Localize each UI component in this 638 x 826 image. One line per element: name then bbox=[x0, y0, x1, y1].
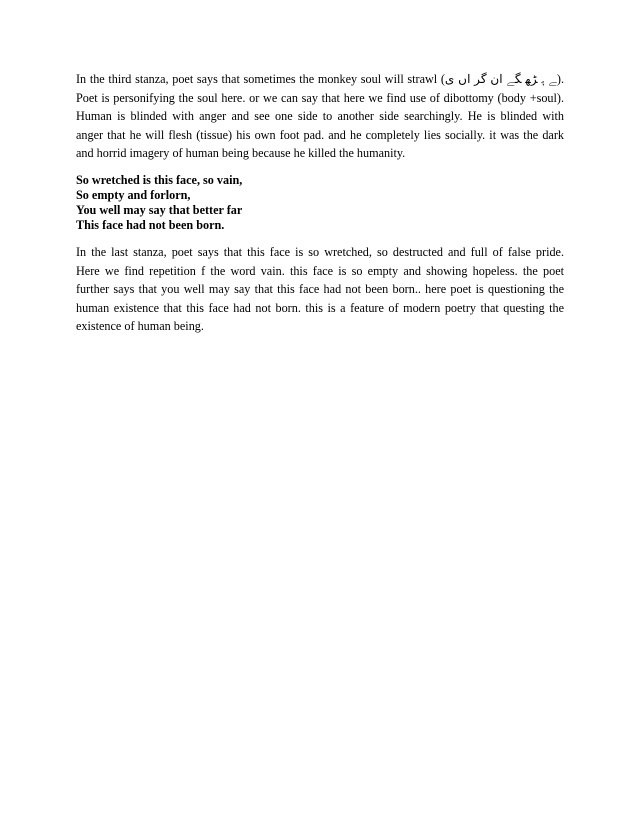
text-line: In the third stanza, poet says that sometimes the monkey soul will strawl (ﮯ ﮨ ﮍﮭ ﮕﮯ ﺍﻥ ﮔﺮ ﺍﮞ ﯼ). bbox=[76, 72, 564, 86]
text-line: Poet is personifying the soul here. or we can say that here we find use of dibottomy (body +soul). bbox=[76, 90, 564, 105]
stanza-line: So wretched is this face, so vain, bbox=[76, 172, 243, 187]
stanza-line: This face had not been born. bbox=[76, 218, 225, 233]
document-body bbox=[76, 70, 564, 336]
text-line: existence of human being. bbox=[76, 319, 204, 334]
text-line: In the last stanza, poet says that this face is so wretched, so destructed and full of false pride. bbox=[76, 245, 564, 260]
text-line: anger that he will flesh (tissue) his own foot pad. and he completely lies socially. it was the dark bbox=[76, 127, 564, 142]
text-line: and horrid imagery of human being because he killed the humanity. bbox=[76, 146, 406, 160]
stanza-line: You well may say that better far bbox=[76, 202, 243, 217]
paragraph-last-stanza-analysis bbox=[76, 243, 564, 336]
text-line: further says that you well may say that this face had not been born.. here poet is questioning the bbox=[76, 282, 564, 297]
text-line: Human is blinded with anger and see one side to another side searchingly. He is blinded with bbox=[76, 109, 564, 123]
paragraph-third-stanza-analysis bbox=[76, 70, 564, 163]
poem-stanza bbox=[76, 173, 564, 234]
text-line: human existence that this face had not born. this is a feature of modern poetry that questing the bbox=[76, 300, 564, 315]
stanza-line: So empty and forlorn, bbox=[76, 187, 191, 202]
text-line: Here we find repetition f the word vain. this face is so empty and showing hopeless. the poet bbox=[76, 263, 564, 278]
